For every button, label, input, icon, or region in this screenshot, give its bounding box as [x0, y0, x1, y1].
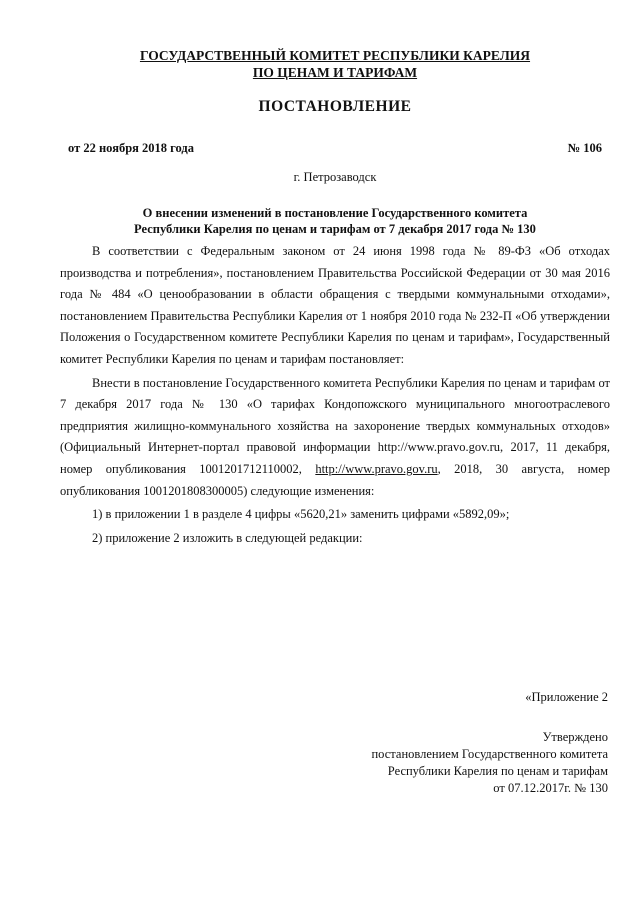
approval-line-2: постановлением Государственного комитета [371, 747, 608, 761]
approval-line-4: от 07.12.2017г. № 130 [493, 781, 608, 795]
decision-text-end: , 2018, 30 августа, номер опубликования 1001201808300005) следующие изменения: [60, 461, 610, 498]
pravo-link[interactable]: http://www.pravo.gov.ru [315, 461, 438, 476]
subject-line-1: О внесении изменений в постановление Государственного комитета [142, 206, 528, 220]
decision-text: Внести в постановление Государственного комитета Республики Карелия по ценам и тарифам от 7 декабря 2017 года № 130 «О тарифах Кондопожского муниципального многоотраслевого предприятия жилищно-коммунального хозяйства на захоронение твердых коммунальных отходов» (Официальный Интернет-портал правовой информации http://www.pravo.gov.ru, 2017, 11 декабря, номер опубликования 1001201712110002, [60, 375, 610, 476]
body-item-1: 1) в приложении 1 в разделе 4 цифры «5620,21» заменить цифрами «5892,09»; [92, 507, 510, 522]
issuer-line-1: ГОСУДАРСТВЕННЫЙ КОМИТЕТ РЕСПУБЛИКИ КАРЕЛИЯ [139, 48, 531, 63]
document-body [60, 241, 610, 549]
issuer-line-2: ПО ЦЕНАМ И ТАРИФАМ [252, 65, 418, 80]
appendix-label: «Приложение 2 [525, 690, 608, 704]
body-paragraph-preamble: В соответствии с Федеральным законом от 24 июня 1998 года № 89-ФЗ «Об отходах производства и потребления», постановлением Правительства Российской Федерации от 30 мая 2016 года № 484 «О ценообразовании в области обращения с твердыми коммунальными отходами», постановлением Правительства Республики Карелия от 1 ноября 2010 года № 232-П «Об утверждении Положения о Государственном комитете Республики Карелия по ценам и тарифам», Государственный комитет Республики Карелия по ценам и тарифам постановляет: [60, 244, 610, 366]
document-date: от 22 ноября 2018 года [68, 141, 194, 155]
document-number: № 106 [567, 141, 602, 155]
issuer-header [60, 47, 610, 81]
approval-line-1: Утверждено [542, 730, 608, 744]
document-subject [60, 205, 610, 237]
approval-block [371, 729, 608, 797]
document-title: ПОСТАНОВЛЕНИЕ [258, 98, 412, 115]
body-paragraph-decision [60, 373, 610, 503]
document-city: г. Петрозаводск [293, 170, 377, 184]
subject-line-2: Республики Карелия по ценам и тарифам от 7 декабря 2017 года № 130 [134, 222, 536, 236]
body-item-2: 2) приложение 2 изложить в следующей редакции: [92, 530, 363, 545]
approval-line-3: Республики Карелия по ценам и тарифам [387, 764, 608, 778]
